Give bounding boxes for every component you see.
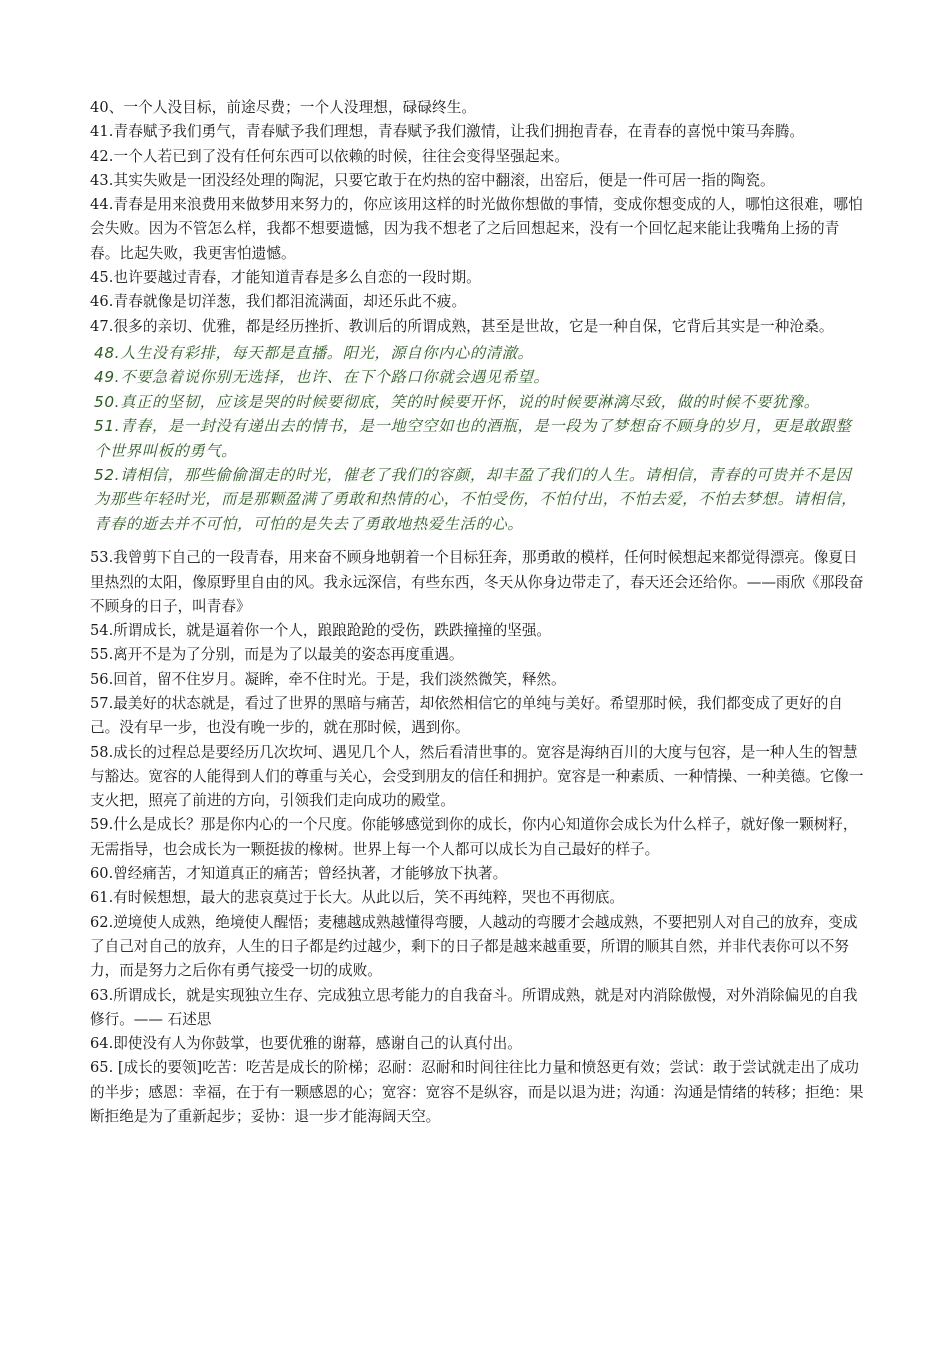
- quote-item: 42.一个人若已到了没有任何东西可以依赖的时候，往往会变得坚强起来。: [90, 147, 570, 165]
- quote-item: 63.所谓成长，就是实现独立生存、完成独立思考能力的自我奋斗。所谓成熟，就是对内消除傲慢，对外消除偏见的自我修行。—— 石述思: [90, 986, 858, 1028]
- quotes-section-print-top: [90, 96, 864, 339]
- quote-item: 61.有时候想想，最大的悲哀莫过于长大。从此以后，笑不再纯粹，哭也不再彻底。: [90, 889, 624, 907]
- quote-item: 53.我曾剪下自己的一段青春，用来奋不顾身地朝着一个目标狂奔，那勇敢的模样，任何时候想起来都觉得漂亮。像夏日里热烈的太阳，像原野里自由的风。我永远深信，有些东西，冬天从你身边带走了，春天还会还给你。——雨欣《那段奋不顾身的日子，叫青春》: [90, 549, 864, 615]
- quote-item: 59.什么是成长？那是你内心的一个尺度。你能够感觉到你的成长，你内心知道你会成长为什么样子，就好像一颗树籽，无需指导，也会成长为一颗挺拔的橡树。世界上每一个人都可以成长为自己最好的样子。: [90, 816, 858, 858]
- quote-item: 58.成长的过程总是要经历几次坎坷、遇见几个人，然后看清世事的。宽容是海纳百川的大度与包容，是一种人生的智慧与豁达。宽容的人能得到人们的尊重与关心，会受到朋友的信任和拥护。宽容是一种素质、一种情操、一种美德。它像一支火把，照亮了前进的方向，引领我们走向成功的殿堂。: [90, 743, 864, 810]
- quote-item: 56.回首，留不住岁月。凝眸，牵不住时光。于是，我们淡然微笑，释然。: [90, 670, 566, 688]
- quote-item: 64.即使没有人为你鼓掌，也要优雅的谢幕，感谢自己的认真付出。: [90, 1035, 522, 1053]
- quote-item: 55.离开不是为了分别，而是为了以最美的姿态再度重遇。: [90, 646, 464, 664]
- quote-item: 62.逆境使人成熟，绝境使人醒悟；麦穗越成熟越懂得弯腰，人越动的弯腰才会越成熟，不要把别人对自己的放弃，变成了自己对自己的放弃，人生的日子都是约过越少，剩下的日子都是越来越重要，所谓的顺其自然，并非代表你可以不努力，而是努力之后你有勇气接受一切的成败。: [90, 913, 858, 980]
- quote-item: 47.很多的亲切、优雅，都是经历挫折、教训后的所谓成熟，甚至是世故，它是一种自保，它背后其实是一种沧桑。: [90, 317, 834, 335]
- handwritten-quote-item: 52.请相信，那些偷偷溜走的时光，催老了我们的容颜，却丰盈了我们的人生。请相信，青春的可贵并不是因为那些年轻时光，而是那颗盈满了勇敢和热情的心，不怕受伤，不怕付出，不怕去爱，不怕去梦想。请相信，青春的逝去并不可怕，可怕的是失去了勇敢地热爱生活的心。: [94, 466, 858, 533]
- quote-item: 60.曾经痛苦，才知道真正的痛苦；曾经执著，才能够放下执著。: [90, 865, 508, 883]
- quote-item: 44.青春是用来浪费用来做梦用来努力的，你应该用这样的时光做你想做的事情，变成你想变成的人，哪怕这很难，哪怕会失败。因为不管怎么样，我都不想要遗憾，因为我不想老了之后回想起来，没有一个回忆起来能让我嘴角上扬的青春。比起失败，我更害怕遗憾。: [90, 196, 863, 262]
- handwritten-quote-item: 51.青春，是一封没有递出去的情书，是一地空空如也的酒瓶，是一段为了梦想奋不顾身的岁月，更是敢跟整个世界叫板的勇气。: [94, 417, 852, 460]
- quote-item: 41.青春赋予我们勇气，青春赋予我们理想，青春赋予我们激情，让我们拥抱青春，在青春的喜悦中策马奔腾。: [90, 123, 805, 141]
- handwritten-quote-item: 50.真正的坚韧，应该是哭的时候要彻底，笑的时候要开怀，说的时候要淋漓尽致，做的时候不要犹豫。: [94, 392, 820, 411]
- quote-item: 40、一个人没目标，前途尽费；一个人没理想，碌碌终生。: [90, 99, 477, 116]
- quote-item: 54.所谓成长，就是逼着你一个人，踉踉跄跄的受伤，跌跌撞撞的坚强。: [90, 622, 552, 640]
- quote-item: 45.也许要越过青春，才能知道青春是多么自恋的一段时期。: [90, 269, 481, 287]
- handwritten-quote-item: 48.人生没有彩排，每天都是直播。阳光，源自你内心的清澈。: [94, 343, 534, 362]
- quote-item: 57.最美好的状态就是，看过了世界的黑暗与痛苦，却依然相信它的单纯与美好。希望那时候，我们都变成了更好的自己。没有早一步，也没有晚一步的，就在那时候，遇到你。: [90, 695, 843, 737]
- handwritten-quote-item: 49.不要急着说你别无选择，也许、在下个路口你就会遇见希望。: [94, 368, 550, 387]
- quotes-section-handwritten: [90, 341, 864, 536]
- quote-item: 43.其实失败是一团没经处理的陶泥，只要它敢于在灼热的窑中翻滚，出窑后，便是一件可居一指的陶瓷。: [90, 171, 775, 189]
- quote-item: 46.青春就像是切洋葱，我们都泪流满面，却还乐此不疲。: [90, 293, 467, 311]
- quotes-section-print-bottom: [90, 546, 864, 1129]
- quote-item: 65. [成长的要领]吃苦：吃苦是成长的阶梯；忍耐：忍耐和时间往往比力量和愤怒更有效；尝试：敢于尝试就走出了成功的半步；感恩：幸福，在于有一颗感恩的心；宽容：宽容不是纵容，而是以退为进；沟通：沟通是情绪的转移；拒绝：果断拒绝是为了重新起步；妥协：退一步才能海阔天空。: [90, 1059, 864, 1126]
